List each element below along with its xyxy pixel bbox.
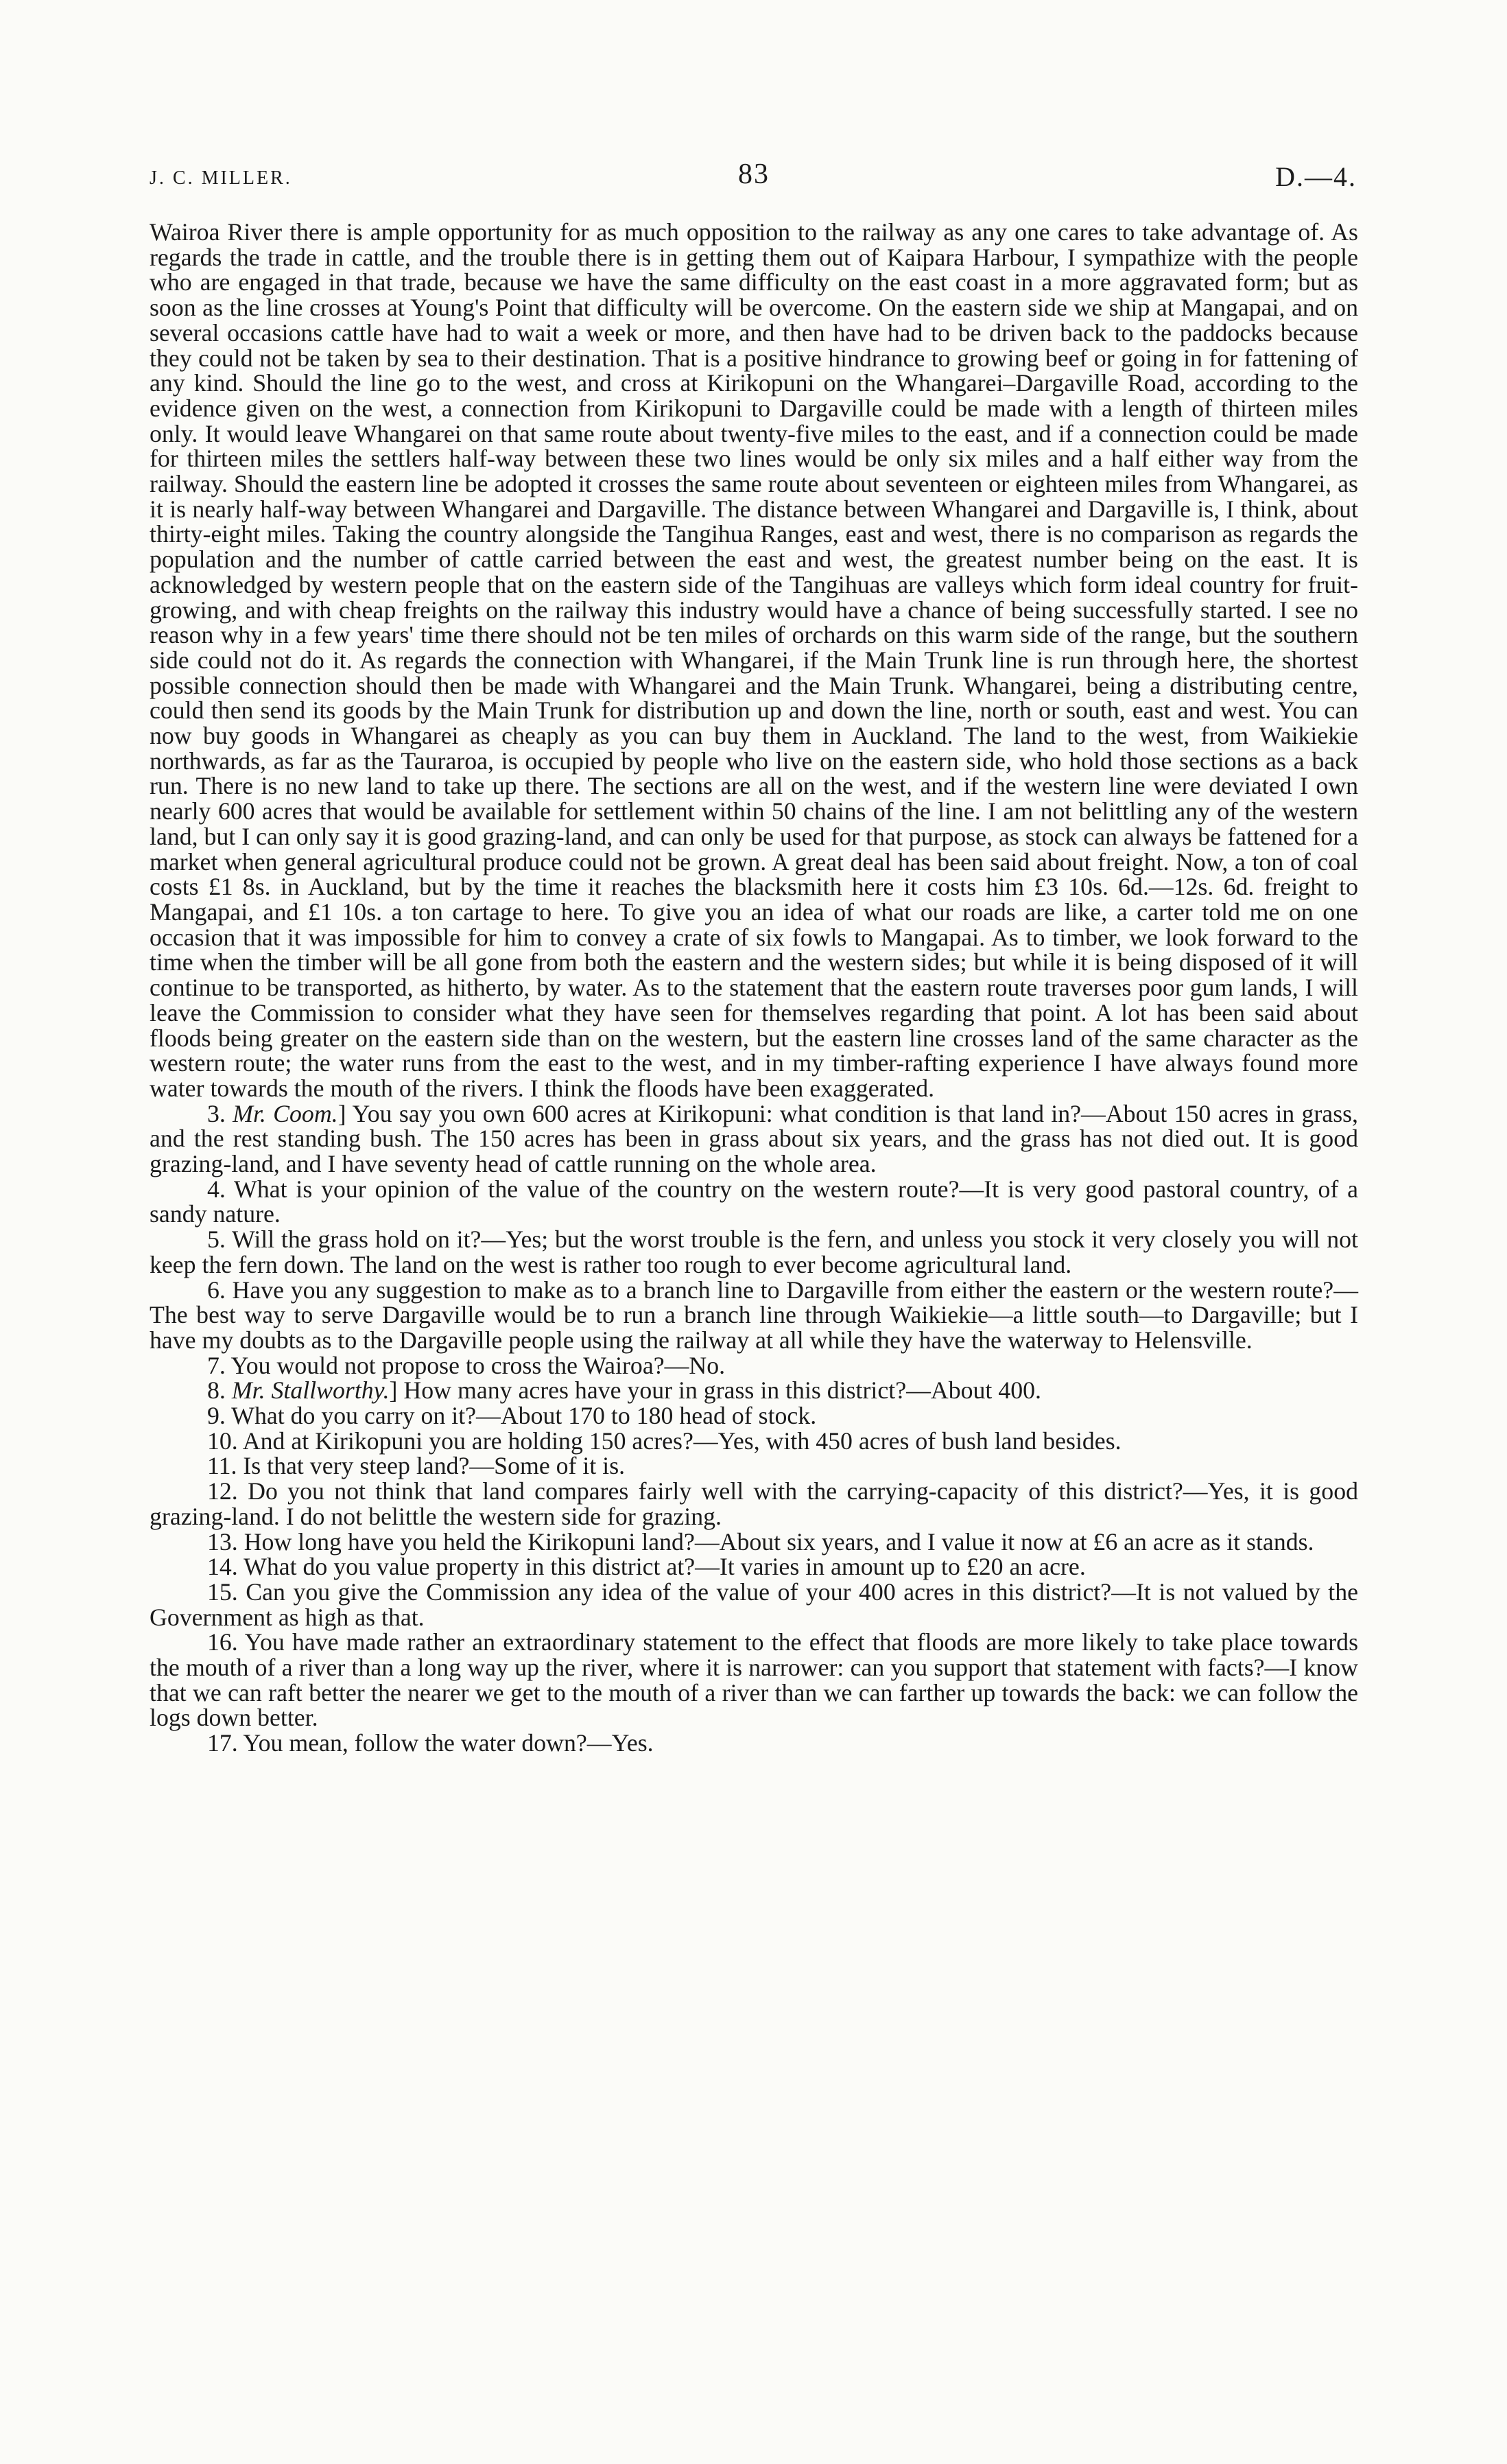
question-11 [150,1453,1358,1479]
question-17 [150,1730,1358,1756]
question-number: 9. [207,1402,226,1430]
question-text: You would not propose to cross the Wairoa?—No. [230,1351,726,1379]
question-text: Is that very steep land?—Some of it is. [243,1452,626,1480]
question-text: How long have you held the Kirikopuni land?—About six years, and I value it now at £6 an acre as it stands. [244,1527,1314,1556]
question-text: And at Kirikopuni you are holding 150 acres?—Yes, with 450 acres of bush land besides. [242,1427,1122,1455]
question-number: 14. [207,1553,238,1581]
question-number: 8. [207,1376,226,1405]
question-13 [150,1529,1358,1555]
question-number: 17. [207,1729,238,1757]
question-text: Will the grass hold on it?—Yes; but the worst trouble is the fern, and unless you stock it very closely you will not keep the fern down. The land on the west is rather too rough to ever become agricultural land. [150,1225,1358,1278]
witness-name: J. C. MILLER. [150,167,292,189]
question-text: What do you carry on it?—About 170 to 180 head of stock. [231,1402,817,1430]
question-8: 8. Mr. Stallworthy.] How many acres have your in grass in this district?—About 400. [207,1376,1041,1405]
question-3: 3. Mr. Coom.] You say you own 600 acres at Kirikopuni: what condition is that land in?—About 150 acres in grass, and the rest standing bush. The 150 acres has been in grass about six years, and the grass has not died out. It is good grazing-land, and I have seventy head of cattle running on the whole area. [150,1099,1359,1178]
question-text: Can you give the Commission any idea of the value of your 400 acres in this district?—It is not valued by the Government as high as that. [150,1577,1359,1631]
question-6 [150,1278,1358,1353]
question-number: 7. [207,1351,226,1379]
page-number: 83 [738,159,770,190]
question-16 [150,1630,1358,1730]
question-text: You mean, follow the water down?—Yes. [243,1729,654,1757]
question-number: 13. [207,1527,238,1556]
question-number: 3. [207,1099,226,1127]
question-number: 10. [207,1427,238,1455]
running-header [150,158,1357,199]
question-number: 16. [207,1628,238,1656]
question-number: 6. [207,1276,226,1304]
question-text: Have you any suggestion to make as to a branch line to Dargaville from either the eastern or the western route?—The best way to serve Dargaville would be to run a branch line through Waikiekie—a little south—to Dargaville; but I have my doubts as to the Dargaville people using the railway at all while they have the waterway to Helensville. [150,1276,1358,1354]
question-text: What do you value property in this district at?—It varies in amount up to £20 an acre. [244,1553,1086,1581]
question-15 [150,1577,1359,1631]
question-4 [150,1177,1358,1227]
continued-answer-paragraph: Wairoa River there is ample opportunity for as much opposition to the railway as any one cares to take advantage of. As regards the trade in cattle, and the trouble there is in getting them out of Kaipara Harbour, I sympathize with the people who are engaged in that trade, because we have the same difficulty on the east coast in a more aggravated form; but as soon as the line crosses at Young's Point that difficulty will be overcome. On the eastern side we ship at Mangapai, and on several occasions cattle have had to wait a week or more, and then have had to be driven back to the paddocks because they could not be taken by sea to their destination. That is a positive hindrance to growing beef or going in for fattening of any kind. Should the line go to the west, and cross at Kirikopuni on the Whangarei–Dargaville Road, according to the evidence given on the west, a connection from Kirikopuni to Dargaville could be made with a length of thirteen miles only. It would leave Whangarei on that same route about twenty-five miles to the east, and if a connection could be made for thirteen miles the settlers half-way between these two lines would be only six miles and a half either way from the railway. Should the eastern line be adopted it crosses the same route about seventeen or eighteen miles from Whangarei, as it is nearly half-way between Whangarei and Dargaville. The distance between Whangarei and Dargaville is, I think, about thirty-eight miles. Taking the country alongside the Tangihua Ranges, east and west, there is no comparison as regards the population and the number of cattle carried between the east and west, the greatest number being on the east. It is acknowledged by western people that on the eastern side of the Tangihuas are valleys which form ideal country for fruit-growing, and with cheap freights on the railway this industry would have a chance of being successfully started. I see no reason why in a few years' time there should not be ten miles of orchards on this warm side of the range, but the southern side could not do it. As regards the connection with Whangarei, if the Main Trunk line is run through here, the shortest possible connection should then be made with Whangarei and the Main Trunk. Whangarei, being a distributing centre, could then send its goods by the Main Trunk for distribution up and down the line, north or south, east and west. You can now buy goods in Whangarei as cheaply as you can buy them in Auckland. The land to the west, from Waikiekie northwards, as far as the Tauraroa, is occupied by people who live on the eastern side, who hold those sections as a back run. There is no new land to take up there. The sections are all on the west, and if the western line were deviated I own nearly 600 acres that would be available for settlement within 50 chains of the line. I am not belittling any of the western land, but I can only say it is good grazing-land, and can only be used for that purpose, as stock can always be fattened for a market when general agricultural produce could not be grown. A great deal has been said about freight. Now, a ton of coal costs £1 8s. in Auckland, but by the time it reaches the blacksmith here it costs him £3 10s. 6d.—12s. 6d. freight to Mangapai, and £1 10s. a ton cartage to here. To give you an idea of what our roads are like, a carter told me on one occasion that it was impossible for him to convey a crate of six fowls to Mangapai. As to timber, we look forward to the time when the timber will be all gone from both the eastern and the western sides; but while it is being disposed of it will continue to be transported, as hitherto, by water. As to the statement that the eastern route traverses poor gum lands, I will leave the Commission to consider what they have seen for themselves regarding that point. A lot has been said about floods being greater on the eastern side than on the western, but the eastern line crosses land of the same character as the western route; the water runs from the east to the west, and in my timber-rafting experience I have always found more water towards the mouth of the rivers. I think the floods have been exaggerated. [150,218,1358,1102]
paper-reference: D.—4. [1275,161,1357,192]
question-text: Do you not think that land compares fairly well with the carrying-capacity of this district?—Yes, it is good grazing-land. I do not belittle the western side for grazing. [150,1477,1358,1530]
question-number: 4. [207,1175,226,1203]
question-number: 15. [207,1577,238,1606]
question-text: You say you own 600 acres at Kirikopuni: what condition is that land in?—About 150 acres in grass, and the rest standing bush. The 150 acres has been in grass about six years, and the grass has not died out. It is good grazing-land, and I have seventy head of cattle running on the whole area. [150,1099,1359,1178]
question-10 [150,1429,1358,1454]
question-7 [150,1353,1358,1378]
question-number: 12. [207,1477,238,1505]
question-14 [150,1554,1358,1580]
question-12 [150,1479,1358,1529]
question-number: 5. [207,1225,226,1254]
question-text: How many acres have your in grass in this district?—About 400. [403,1376,1041,1405]
evidence-body [150,220,1358,1756]
question-5 [150,1227,1358,1277]
question-text: What is your opinion of the value of the country on the western route?—It is very good pastoral country, of a sandy nature. [150,1175,1358,1228]
question-text: You have made rather an extraordinary statement to the effect that floods are more likely to take place towards the mouth of a river than a long way up the river, where it is narrower: can you support that statement with facts?—I know that we can raft better the nearer we get to the mouth of a river than we can farther up towards the back: we can follow the logs down better. [150,1628,1359,1732]
question-9 [150,1403,1358,1429]
speaker-name: Mr. Stallworthy. [231,1376,390,1405]
speaker-name: Mr. Coom. [233,1099,338,1127]
question-number: 11. [207,1452,237,1480]
